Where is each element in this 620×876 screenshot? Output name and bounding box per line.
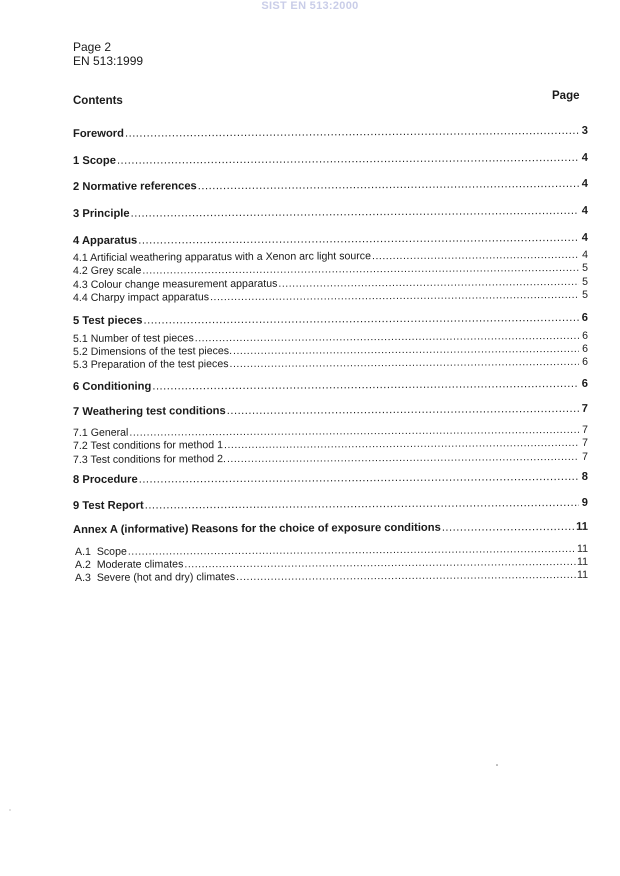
toc-entry-page: 7 bbox=[582, 450, 589, 463]
toc-entry-number: 5.3 bbox=[72, 358, 88, 371]
toc-entry-page: 6 bbox=[582, 342, 589, 355]
toc-entry-title: Colour change measurement apparatus bbox=[90, 277, 278, 291]
toc-entry-page: 3 bbox=[581, 124, 589, 137]
toc-entry-number: A.2 bbox=[74, 558, 91, 571]
toc-entry-title: Number of test pieces bbox=[90, 332, 194, 345]
toc-entry-number: A.3 bbox=[74, 571, 91, 584]
page-number: Page 2 bbox=[73, 40, 112, 54]
toc-entry-title: Severe (hot and dry) climates bbox=[96, 571, 236, 584]
toc-entry-title: Procedure bbox=[82, 473, 138, 486]
watermark: SIST EN 513:2000 bbox=[261, 0, 359, 12]
toc-entry-title: General bbox=[90, 426, 129, 439]
toc-entry-number: 5.2 bbox=[72, 345, 88, 358]
toc-entry-page: 5 bbox=[582, 288, 589, 301]
toc-entry-number: 7.3 bbox=[72, 453, 88, 466]
toc-entry-title: Scope bbox=[82, 154, 116, 167]
toc-entry-page: 6 bbox=[582, 329, 589, 342]
toc-entry-title: Charpy impact apparatus bbox=[90, 291, 210, 304]
toc-entry-title: Test conditions for method 2. bbox=[90, 453, 226, 466]
toc-entry-page: 8 bbox=[581, 470, 589, 483]
toc-entry-number: 4 bbox=[72, 234, 80, 247]
toc-entry-title: Grey scale bbox=[90, 264, 142, 277]
toc-entry-number: 6 bbox=[72, 380, 80, 393]
standard-number: EN 513:1999 bbox=[73, 54, 144, 68]
toc-entry-title: Scope bbox=[96, 545, 127, 558]
toc-entry-title: Normative references bbox=[82, 180, 197, 193]
toc-entry-number: 1 bbox=[72, 154, 80, 167]
toc-entry-number: 3 bbox=[72, 207, 80, 220]
toc-entry-number: 5 bbox=[72, 314, 80, 327]
toc-entry-page: 4 bbox=[581, 231, 589, 244]
toc-entry-page: 7 bbox=[582, 423, 589, 436]
toc-entry-title: (informative) Reasons for the choice of exposure conditions bbox=[120, 521, 441, 536]
toc-entry-title: Principle bbox=[82, 207, 130, 220]
toc-entry-number: 7 bbox=[72, 405, 80, 418]
toc-entry-page: 5 bbox=[582, 261, 589, 274]
toc-entry-number: 5.1 bbox=[72, 332, 88, 345]
toc-entry-title: Dimensions of the test pieces. bbox=[90, 345, 233, 358]
toc-entry-page: 5 bbox=[582, 275, 589, 288]
toc-entry-number: 2 bbox=[72, 180, 80, 193]
toc-entry-number: 9 bbox=[72, 499, 80, 512]
toc-entry-page: 4 bbox=[581, 177, 589, 190]
toc-entry-page: 4 bbox=[581, 204, 589, 217]
page-column-heading: Page bbox=[552, 90, 580, 102]
toc-entry-title: Conditioning bbox=[82, 380, 152, 393]
toc-entry-title: Test Report bbox=[82, 499, 144, 512]
toc-entry-number: 4.2 bbox=[72, 264, 88, 277]
toc-entry-page: 7 bbox=[582, 436, 589, 449]
toc-entry-page: 6 bbox=[582, 355, 589, 368]
toc-entry-number: 8 bbox=[72, 473, 80, 486]
toc-entry-number: Annex A bbox=[72, 523, 118, 536]
toc-entry-number: 4.1 bbox=[72, 251, 88, 264]
toc-entry-page: 4 bbox=[582, 248, 589, 261]
toc-entry-title: Test conditions for method 1 bbox=[90, 439, 224, 452]
toc-entry-page: 6 bbox=[581, 377, 589, 390]
toc-entry-title: Weathering test conditions bbox=[82, 405, 226, 418]
toc-entry-page: 11 bbox=[576, 555, 589, 568]
speck bbox=[9, 809, 10, 810]
toc-entry-page: 11 bbox=[576, 568, 589, 581]
toc-entry-title: Moderate climates bbox=[96, 558, 184, 571]
toc-entry-title: Preparation of the test pieces bbox=[90, 358, 229, 371]
toc-entry-number: 7.1 bbox=[72, 426, 88, 439]
speck bbox=[496, 764, 498, 766]
toc-entry-title: Foreword bbox=[72, 127, 125, 140]
toc-entry-number: 4.3 bbox=[72, 278, 88, 291]
toc-entry-page: 11 bbox=[576, 520, 589, 533]
toc-entry-page: 7 bbox=[581, 402, 589, 415]
toc-entry-number: 7.2 bbox=[72, 439, 88, 452]
toc-entry-title: Test pieces bbox=[82, 314, 143, 327]
toc-entry-title: Artificial weathering apparatus with a Xenon arc light source bbox=[90, 250, 372, 264]
contents-heading: Contents bbox=[73, 95, 123, 107]
toc-entry-page: 4 bbox=[581, 151, 589, 164]
toc-entry-page: 11 bbox=[576, 542, 589, 555]
toc-entry-number: A.1 bbox=[74, 545, 91, 558]
toc-entry-title: Apparatus bbox=[81, 234, 138, 247]
toc-entry-number: 4.4 bbox=[72, 291, 88, 304]
toc-entry-page: 6 bbox=[581, 311, 589, 324]
toc-entry-page: 9 bbox=[581, 496, 589, 509]
